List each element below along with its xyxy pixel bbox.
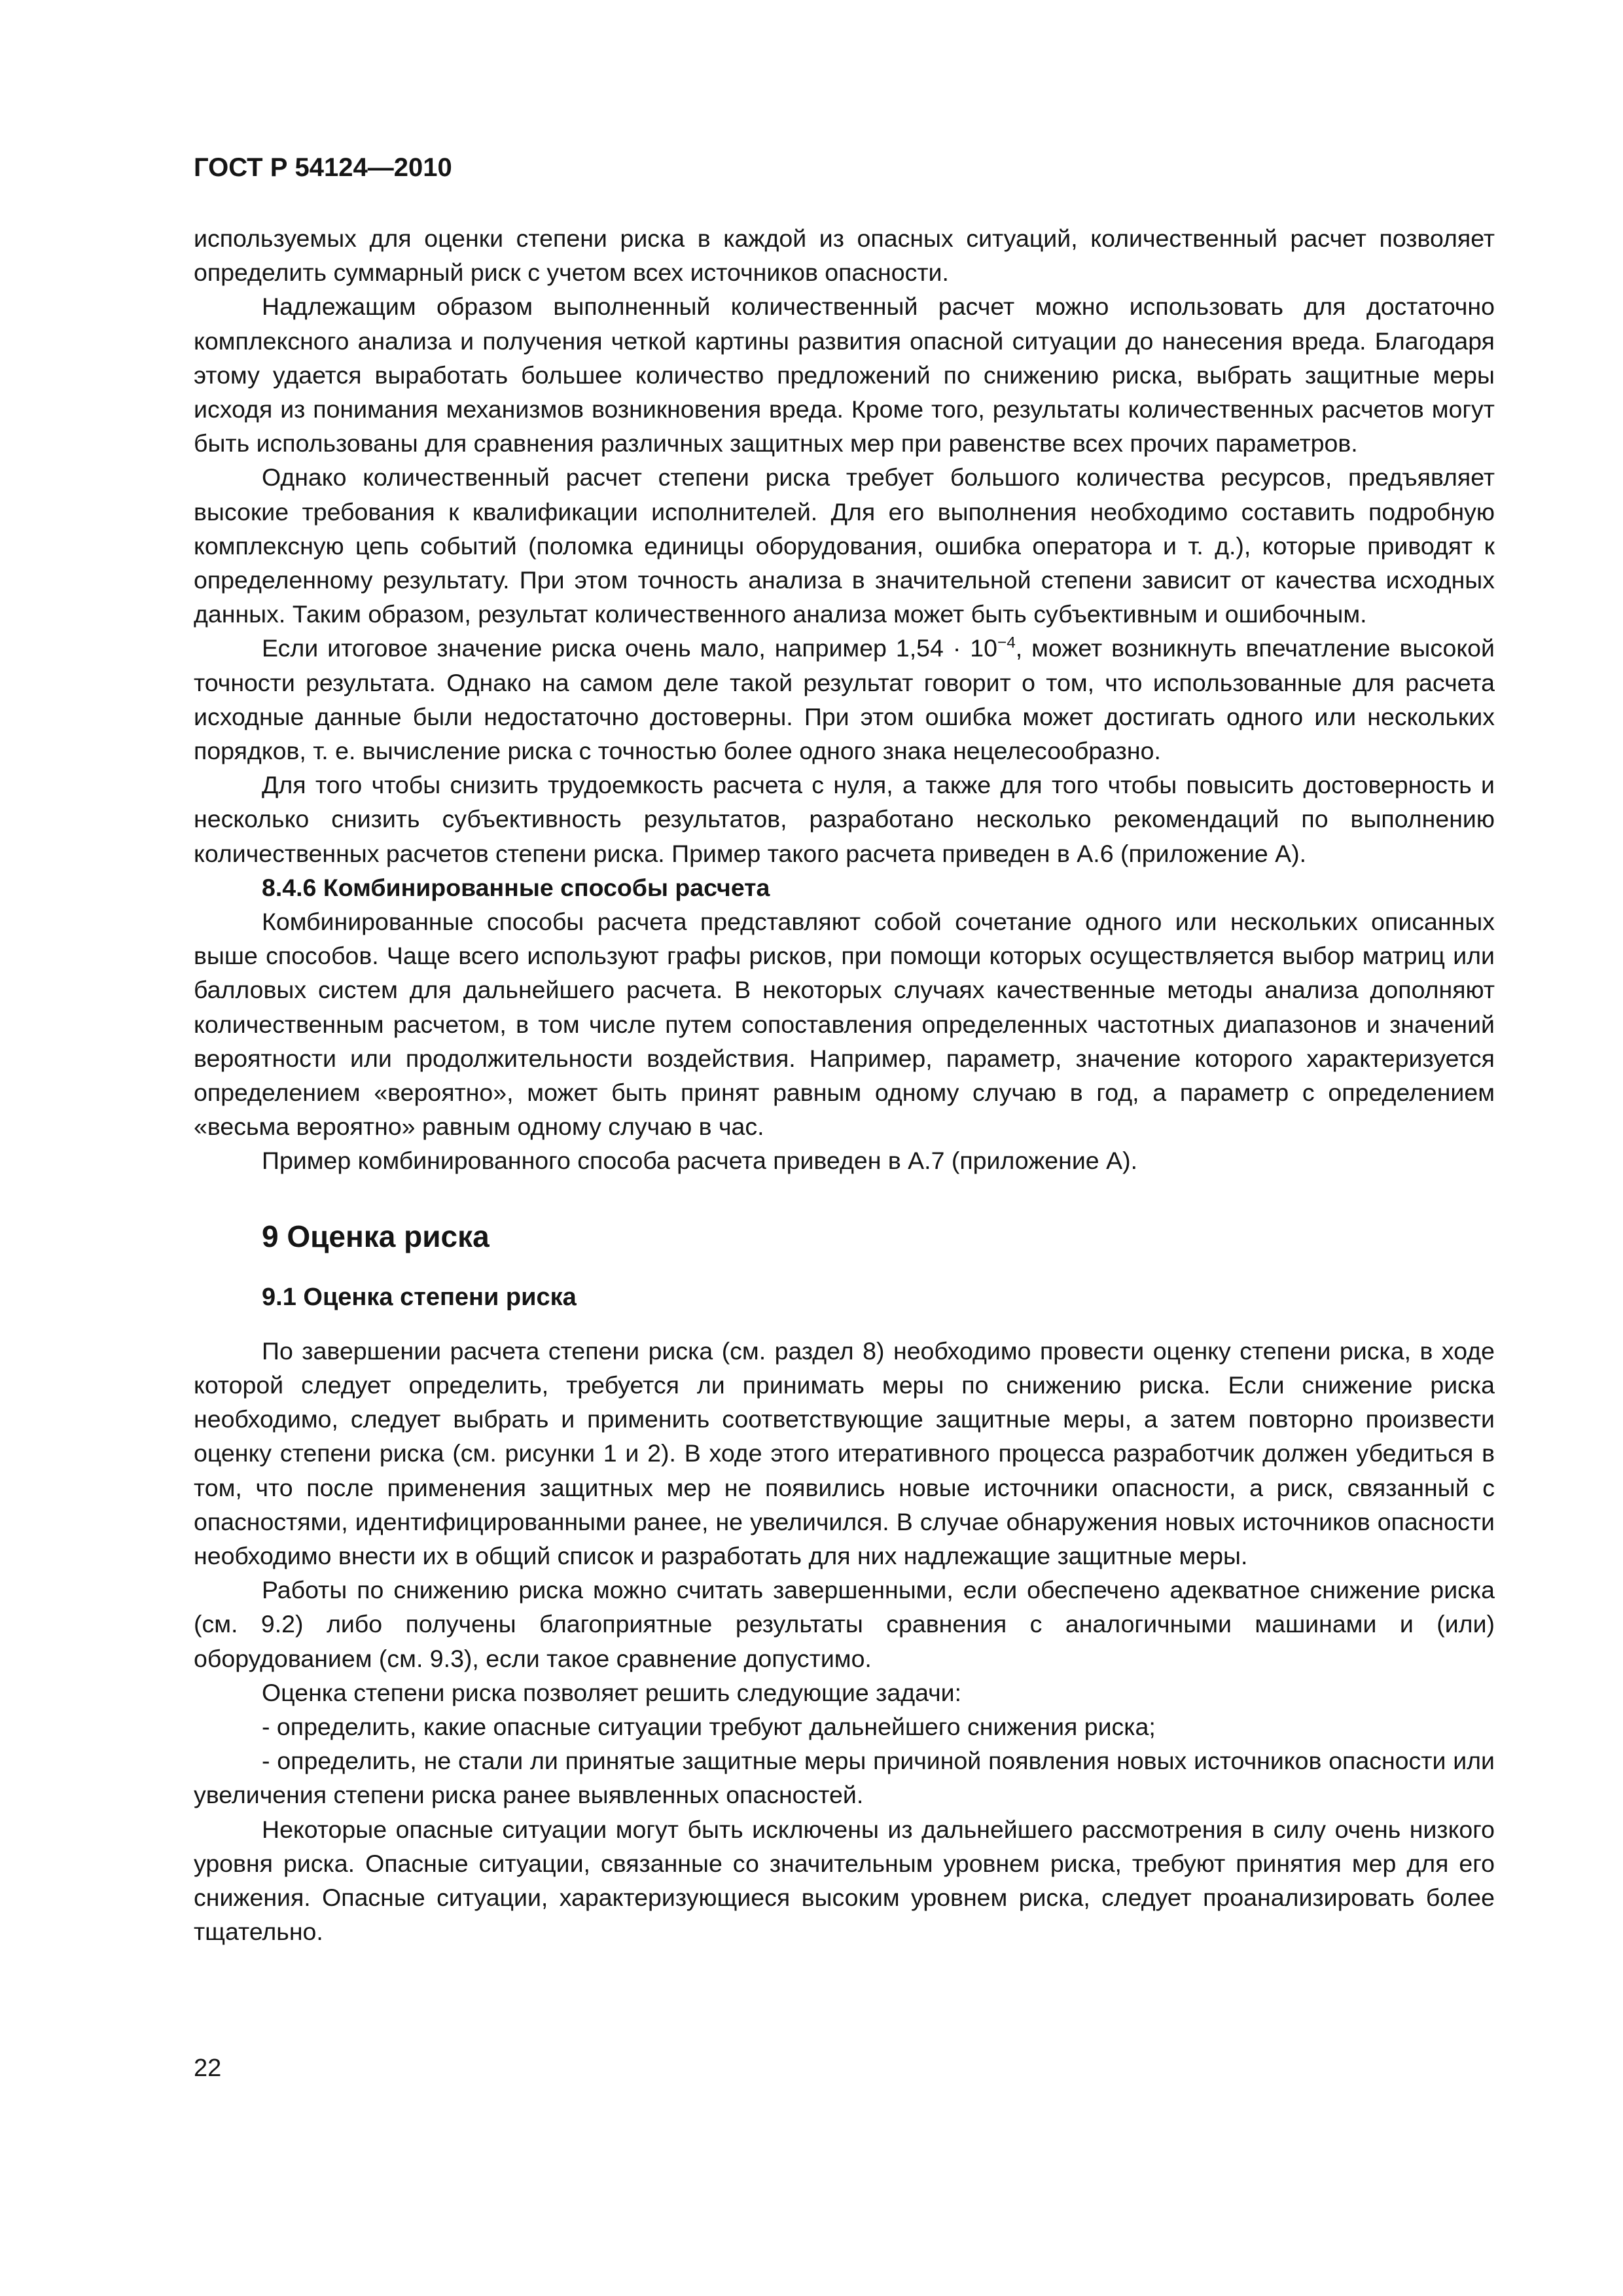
paragraph-tasks-intro: Оценка степени риска позволяет решить следующие задачи:	[262, 1678, 962, 1706]
paragraph-combined-example: Пример комбинированного способа расчета приведен в А.7 (приложение А).	[262, 1147, 1137, 1175]
section-heading-9: 9 Оценка риска	[262, 1219, 490, 1253]
paragraph-quantitative-drawbacks: Однако количественный расчет степени риска требует большого количества ресурсов, предъявляет высокие требования к квалификации исполнителей. Для его выполнения необходимо составить подробную комплексную цепь событий (поломка единицы оборудования, ошибка оператора и т. д.), которые приводят к определенному результату. При этом точность анализа в значительной степени зависит от качества исходных данных. Таким образом, результат количественного анализа может быть субъективным и ошибочным.	[194, 463, 1495, 628]
paragraph-low-risk-situations: Некоторые опасные ситуации могут быть исключены из дальнейшего рассмотрения в силу очень низкого уровня риска. Опасные ситуации, связанные со значительным уровнем риска, требуют принятия мер для его снижения. Опасные ситуации, характеризующиеся высоким уровнем риска, следует проанализировать более тщательно.	[194, 1815, 1495, 1946]
page-number: 22	[194, 2054, 222, 2082]
section-heading-9-1: 9.1 Оценка степени риска	[262, 1283, 577, 1311]
paragraph-small-risk-value	[194, 631, 1495, 768]
list-item: - определить, не стали ли принятые защитные меры причиной появления новых источников опасности или увеличения степени риска ранее выявленных опасностей.	[194, 1747, 1495, 1809]
section-heading-8-4-6: 8.4.6 Комбинированные способы расчета	[262, 873, 770, 901]
text-fragment: , может возникнуть впечатление высокой точности результата. Однако на самом деле такой результат говорит о том, что использованные для расчета исходные данные были недостаточно достоверны. При этом ошибка может достигать одного или нескольких порядков, т. е. вычисление риска с точностью более одного знака нецелесообразно.	[194, 634, 1495, 765]
page-body	[194, 221, 1495, 1948]
paragraph-combined-methods: Комбинированные способы расчета представляют собой сочетание одного или нескольких описанных выше способов. Чаще всего используют графы рисков, при помощи которых осуществляется выбор матриц или балловых систем для дальнейшего расчета. В некоторых случаях качественные методы анализа дополняют количественным расчетом, в том числе путем сопоставления определенных частотных диапазонов и значений вероятности или продолжительности воздействия. Например, параметр, значение которого характеризуется определением «вероятно», может быть принят равным одному случаю в год, а параметр с определением «весьма вероятно» равным одному случаю в час.	[194, 908, 1495, 1141]
paragraph-quantitative-benefits: Надлежащим образом выполненный количественный расчет можно использовать для достаточно комплексного анализа и получения четкой картины развития опасной ситуации до нанесения вреда. Благодаря этому удается выработать большее количество предложений по снижению риска, выбрать защитные меры исходя из понимания механизмов возникновения вреда. Кроме того, результаты количественных расчетов могут быть использованы для сравнения различных защитных мер при равенстве всех прочих параметров.	[194, 293, 1495, 457]
document-code-header: ГОСТ Р 54124—2010	[194, 153, 452, 182]
paragraph-risk-assessment: По завершении расчета степени риска (см. раздел 8) необходимо провести оценку степени риска, в ходе которой следует определить, требуется ли принимать меры по снижению риска. Если снижение риска необходимо, следует выбрать и применить соответствующие защитные меры, а затем повторно произвести оценку степени риска (см. рисунки 1 и 2). В ходе этого итеративного процесса разработчик должен убедиться в том, что после применения защитных мер не появились новые источники опасности, а риск, связанный с опасностями, идентифицированными ранее, не увеличился. В случае обнаружения новых источников опасности необходимо внести их в общий список и разработать для них надлежащие защитные меры.	[194, 1336, 1495, 1570]
paragraph-continuation: используемых для оценки степени риска в каждой из опасных ситуаций, количественный расчет позволяет определить суммарный риск с учетом всех источников опасности.	[194, 224, 1495, 287]
list-item: - определить, какие опасные ситуации требуют дальнейшего снижения риска;	[262, 1712, 1156, 1740]
text-fragment: Если итоговое значение риска очень мало, например 1,54 · 10	[262, 634, 997, 662]
exponent: −4	[997, 634, 1016, 653]
paragraph-risk-reduction-complete: Работы по снижению риска можно считать завершенными, если обеспечено адекватное снижение риска (см. 9.2) либо получены благоприятные результаты сравнения с аналогичными машинами и (или) оборудованием (см. 9.3), если такое сравнение допустимо.	[194, 1576, 1495, 1672]
paragraph-recommendations: Для того чтобы снизить трудоемкость расчета с нуля, а также для того чтобы повысить достоверность и несколько снизить субъективность результатов, разработано несколько рекомендаций по выполнению количественных расчетов степени риска. Пример такого расчета приведен в А.6 (приложение А).	[194, 771, 1495, 867]
